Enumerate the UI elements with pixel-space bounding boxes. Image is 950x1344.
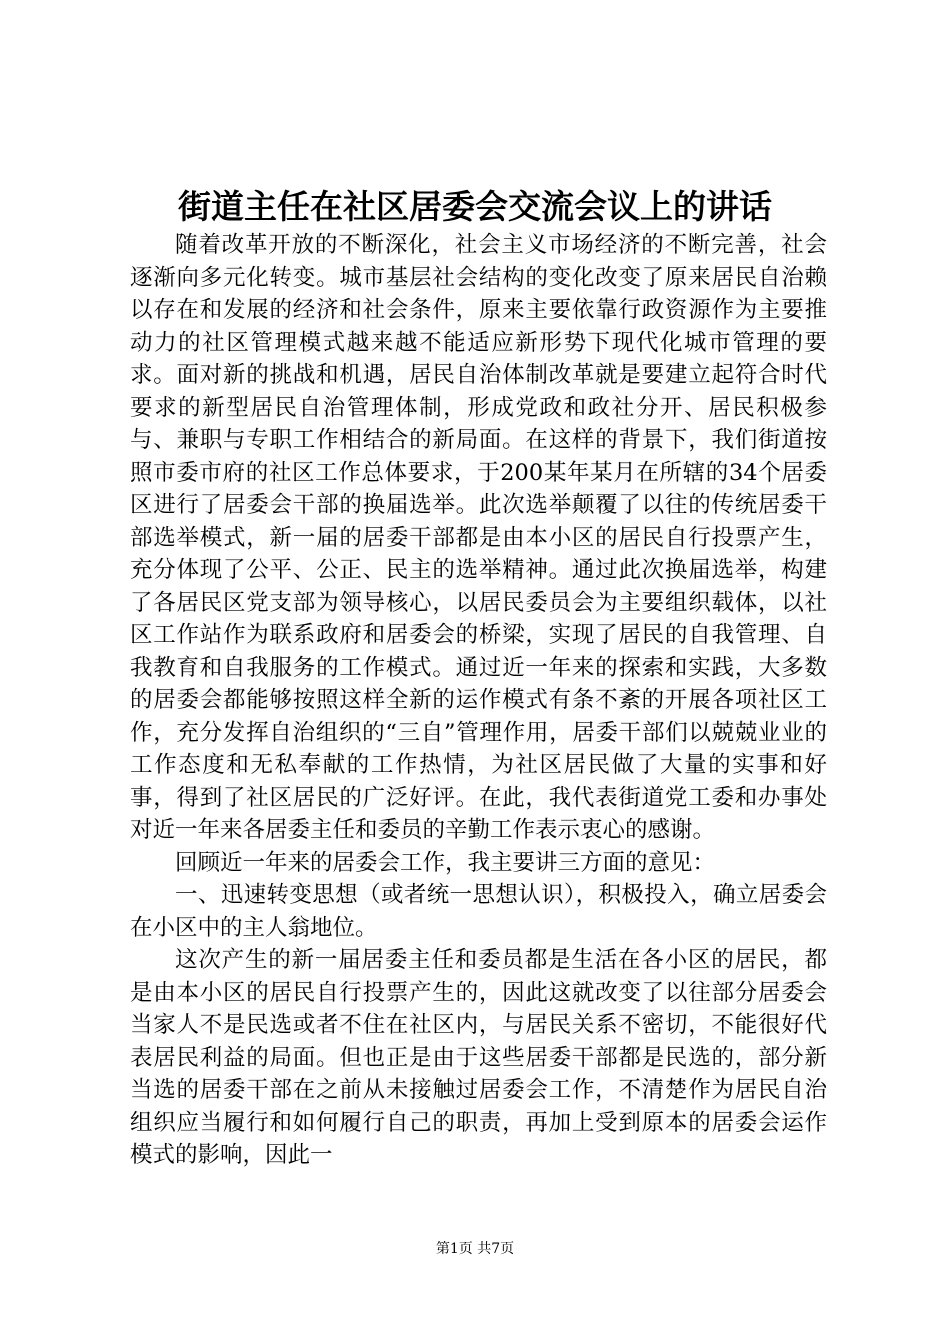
paragraph: 这次产生的新一届居委主任和委员都是生活在各小区的居民，都是由本小区的居民自行投票产生的，因此这就改变了以往部分居委会当家人不是民选或者不住在社区内，与居民关系不密切，不能很好代表居民利益的局面。但也正是由于这些居委干部都是民选的，部分新当选的居委干部在之前从未接触过居委会工作，不清楚作为居民自治组织应当履行和如何履行自己的职责，再加上受到原本的居委会运作模式的影响，因此一 — [130, 947, 827, 1168]
paragraph: 一、迅速转变思想（或者统一思想认识），积极投入，确立居委会在小区中的主人翁地位。 — [130, 882, 827, 941]
paragraph: 随着改革开放的不断深化，社会主义市场经济的不断完善，社会逐渐向多元化转变。城市基层社会结构的变化改变了原来居民自治赖以存在和发展的经济和社会条件，原来主要依靠行政资源作为主要推动力的社区管理模式越来越不能适应新形势下现代化城市管理的要求。面对新的挑战和机遇，居民自治体制改革就是要建立起符合时代要求的新型居民自治管理体制，形成党政和政社分开、居民积极参与、兼职与专职工作相结合的新局面。在这样的背景下，我们街道按照市委市府的社区工作总体要求，于200某年某月在所辖的34个居委区进行了居委会干部的换届选举。此次选举颠覆了以往的传统居委干部选举模式，新一届的居委干部都是由本小区的居民自行投票产生，充分体现了公平、公正、民主的选举精神。通过此次换届选举，构建了各居民区党支部为领导核心，以居民委员会为主要组织载体，以社区工作站作为联系政府和居委会的桥梁，实现了居民的自我管理、自我教育和自我服务的工作模式。通过近一年来的探索和实践，大多数的居委会都能够按照这样全新的运作模式有条不紊的开展各项社区工作，充分发挥自治组织的“三自”管理作用，居委干部们以兢兢业业的工作态度和无私奉献的工作热情，为社区居民做了大量的实事和好事，得到了社区居民的广泛好评。在此，我代表街道党工委和办事处对近一年来各居委主任和委员的辛勤工作表示衷心的感谢。 — [130, 232, 827, 843]
paragraph: 回顾近一年来的居委会工作，我主要讲三方面的意见： — [175, 849, 716, 876]
document-title: 街道主任在社区居委会交流会议上的讲话 — [178, 187, 772, 226]
document-body — [130, 229, 827, 1172]
page-number-footer: 第1页 共7页 — [435, 1241, 515, 1257]
